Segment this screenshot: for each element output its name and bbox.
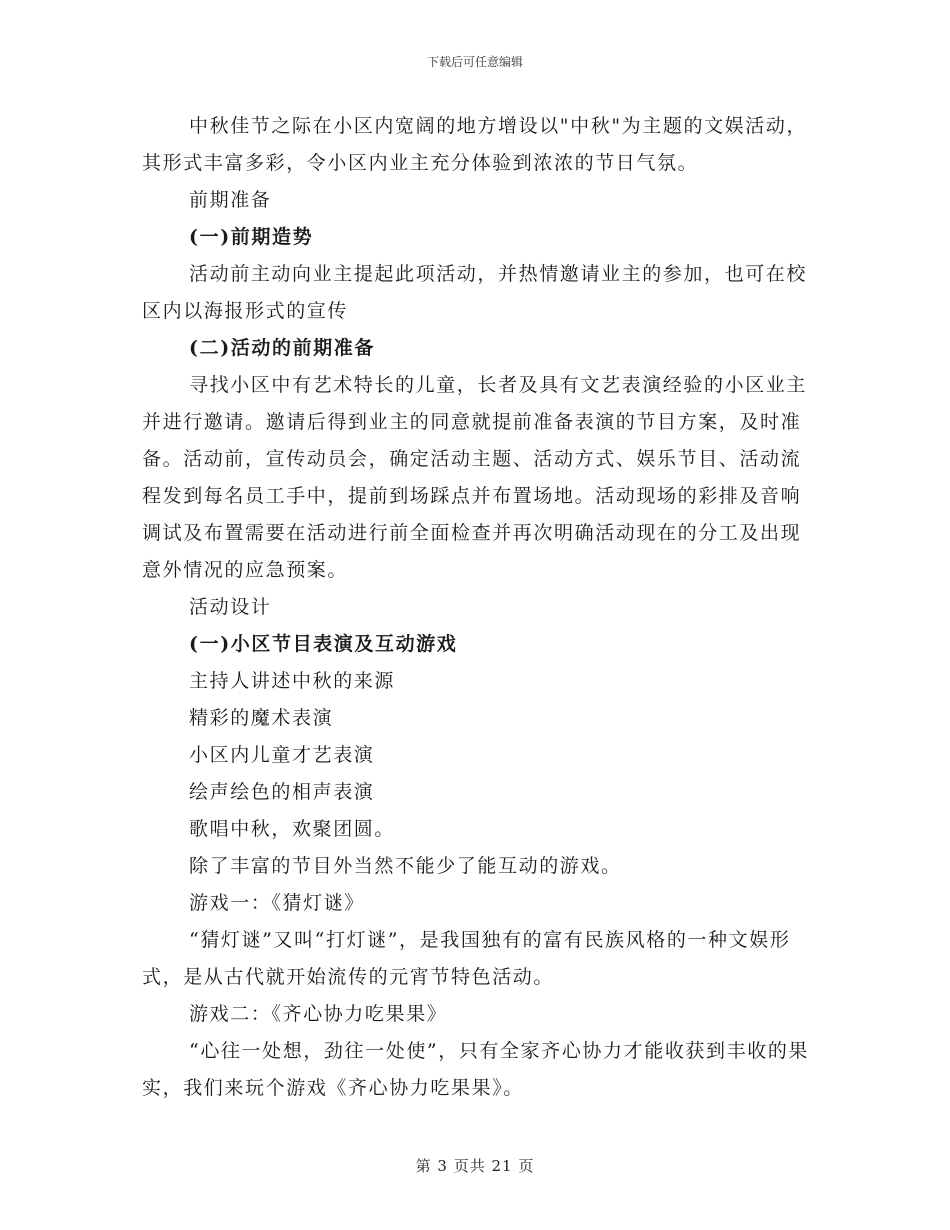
paragraph-games-intro: 除了丰富的节目外当然不能少了能互动的游戏。	[189, 855, 622, 877]
list-item: 小区内儿童才艺表演	[189, 744, 375, 766]
list-item: 精彩的魔术表演	[189, 707, 334, 729]
game-one-title: 游戏一：《猜灯谜》	[189, 892, 365, 914]
subheading-performances: (一)小区节目表演及互动游戏	[189, 633, 458, 655]
document-body	[142, 108, 812, 1107]
paragraph-activity-prep: 寻找小区中有艺术特长的儿童，长者及具有文艺表演经验的小区业主并进行邀请。邀请后得到业主的同意就提前准备表演的节目方案，及时准备。活动前，宣传动员会，确定活动主题、活动方式、娱乐节目、活动流程发到每名员工手中，提前到场踩点并布置场地。活动现场的彩排及音响调试及布置需要在活动进行前全面检查并再次明确活动现在的分工及出现意外情况的应急预案。	[142, 374, 808, 581]
game-one-description: “猜灯谜”又叫“打灯谜”，是我国独有的富有民族风格的一种文娱形式，是从古代就开始流传的元宵节特色活动。	[142, 929, 791, 988]
subheading-publicity: (一)前期造势	[189, 226, 314, 248]
list-item: 主持人讲述中秋的来源	[189, 670, 396, 692]
list-item: 绘声绘色的相声表演	[189, 781, 375, 803]
paragraph-intro: 中秋佳节之际在小区内宽阔的地方增设以"中秋"为主题的文娱活动，其形式丰富多彩，令小区内业主充分体验到浓浓的节日气氛。	[142, 115, 808, 174]
subheading-activity-prep: (二)活动的前期准备	[189, 337, 375, 359]
section-heading-design: 活动设计	[189, 596, 272, 618]
page-footer: 第 3 页共 21 页	[415, 1157, 535, 1175]
page-header: 下载后可任意编辑	[426, 55, 523, 69]
game-two-title: 游戏二：《齐心协力吃果果》	[189, 1003, 448, 1025]
paragraph-publicity: 活动前主动向业主提起此项活动，并热情邀请业主的参加，也可在校区内以海报形式的宣传	[142, 263, 808, 322]
game-two-description: “心往一处想，劲往一处使”，只有全家齐心协力才能收获到丰收的果实，我们来玩个游戏《齐心协力吃果果》。	[142, 1040, 810, 1099]
list-item: 歌唱中秋，欢聚团圆。	[189, 818, 396, 840]
section-heading-preparation: 前期准备	[189, 189, 272, 211]
